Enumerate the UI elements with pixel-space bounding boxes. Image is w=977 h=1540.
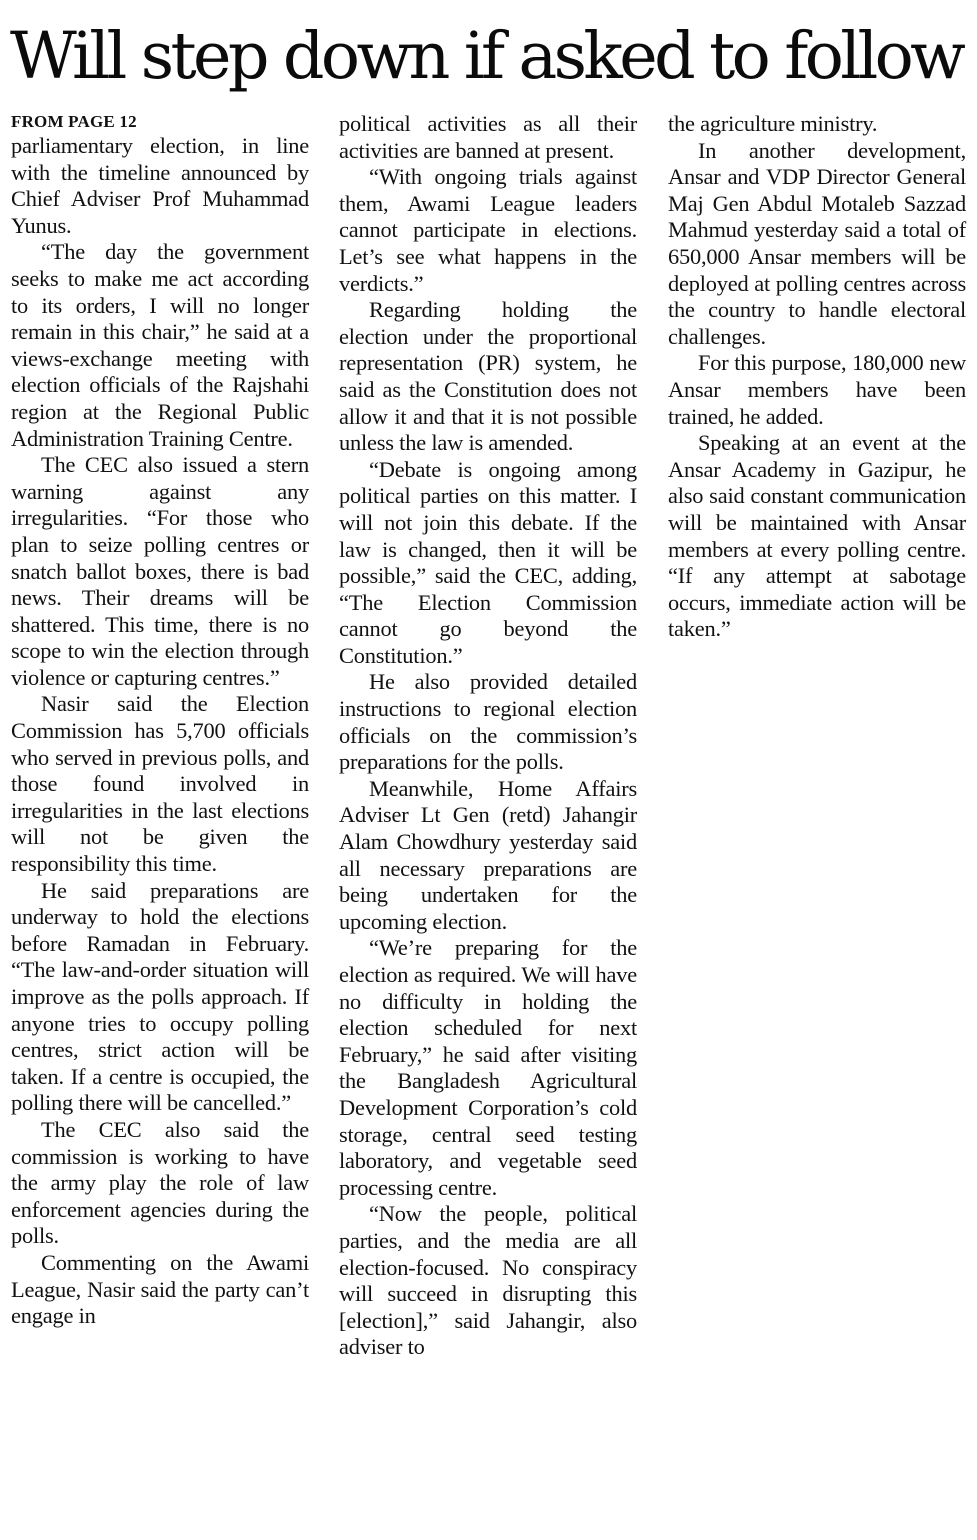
headline: Will step down if asked to follow: [10, 19, 963, 94]
paragraph: Regarding holding the election under the proportional representation (PR) system, he said as the Constitution does not allow it and that it is not possible unless the law is amended.: [339, 297, 637, 456]
paragraph: “Debate is ongoing among political parties on this matter. I will not join this debate. If the law is changed, then it will be possible,” said the CEC, adding, “The Election Commission cannot go beyond the Constitution.”: [339, 456, 637, 668]
paragraph: “We’re preparing for the election as required. We will have no difficulty in holding the election scheduled for next February,” he said after visiting the Bangladesh Agricultural Development Corporation’s cold storage, central seed testing laboratory, and vegetable seed processing centre.: [339, 935, 637, 1200]
article-column-2: [339, 111, 637, 1361]
continuation-kicker: FROM PAGE 12: [11, 112, 137, 131]
article-column-1: [11, 111, 309, 1330]
paragraph: In another development, Ansar and VDP Director General Maj Gen Abdul Motaleb Sazzad Mahmud yesterday said a total of 650,000 Ansar members will be deployed at polling centres across the country to handle electoral challenges.: [668, 137, 966, 349]
paragraph: parliamentary election, in line with the timeline announced by Chief Adviser Prof Muhammad Yunus.: [11, 133, 309, 238]
paragraph: Meanwhile, Home Affairs Adviser Lt Gen (retd) Jahangir Alam Chowdhury yesterday said all necessary preparations are being undertaken for the upcoming election.: [339, 775, 637, 934]
paragraph: He also provided detailed instructions to regional election officials on the commission’s preparations for the polls.: [339, 669, 637, 775]
paragraph: the agriculture ministry.: [668, 111, 878, 136]
paragraph: For this purpose, 180,000 new Ansar members have been trained, he added.: [668, 350, 966, 429]
paragraph: “The day the government seeks to make me act according to its orders, I will no longer remain in this chair,” he said at a views-exchange meeting with election officials of the Rajshahi region at the Regional Public Administration Training Centre.: [11, 239, 309, 451]
paragraph: “With ongoing trials against them, Awami League leaders cannot participate in elections. Let’s see what happens in the verdicts.”: [339, 164, 637, 296]
article-column-3: [668, 111, 966, 643]
paragraph: The CEC also said the commission is working to have the army play the role of law enforcement agencies during the polls.: [11, 1116, 309, 1249]
paragraph: The CEC also issued a stern warning against any irregularities. “For those who plan to seize polling centres or snatch ballot boxes, there is bad news. Their dreams will be shattered. This time, there is no scope to win the election through violence or capturing centres.”: [11, 452, 309, 690]
paragraph: Speaking at an event at the Ansar Academy in Gazipur, he also said constant communication will be maintained with Ansar members at every polling centre. “If any attempt at sabotage occurs, immediate action will be taken.”: [668, 430, 966, 642]
paragraph: Commenting on the Awami League, Nasir said the party can’t engage in: [11, 1249, 309, 1329]
paragraph: He said preparations are underway to hold the elections before Ramadan in February. “The law-and-order situation will improve as the polls approach. If anyone tries to occupy polling centres, strict action will be taken. If a centre is occupied, the polling there will be cancelled.”: [11, 877, 309, 1116]
paragraph: “Now the people, political parties, and the media are all election-focused. No conspiracy will succeed in disrupting this [election],” said Jahangir, also adviser to: [339, 1201, 637, 1360]
paragraph: political activities as all their activities are banned at present.: [339, 111, 637, 163]
paragraph: Nasir said the Election Commission has 5,700 officials who served in previous polls, and those found involved in irregularities in the last elections will not be given the responsibility this time.: [11, 691, 309, 877]
